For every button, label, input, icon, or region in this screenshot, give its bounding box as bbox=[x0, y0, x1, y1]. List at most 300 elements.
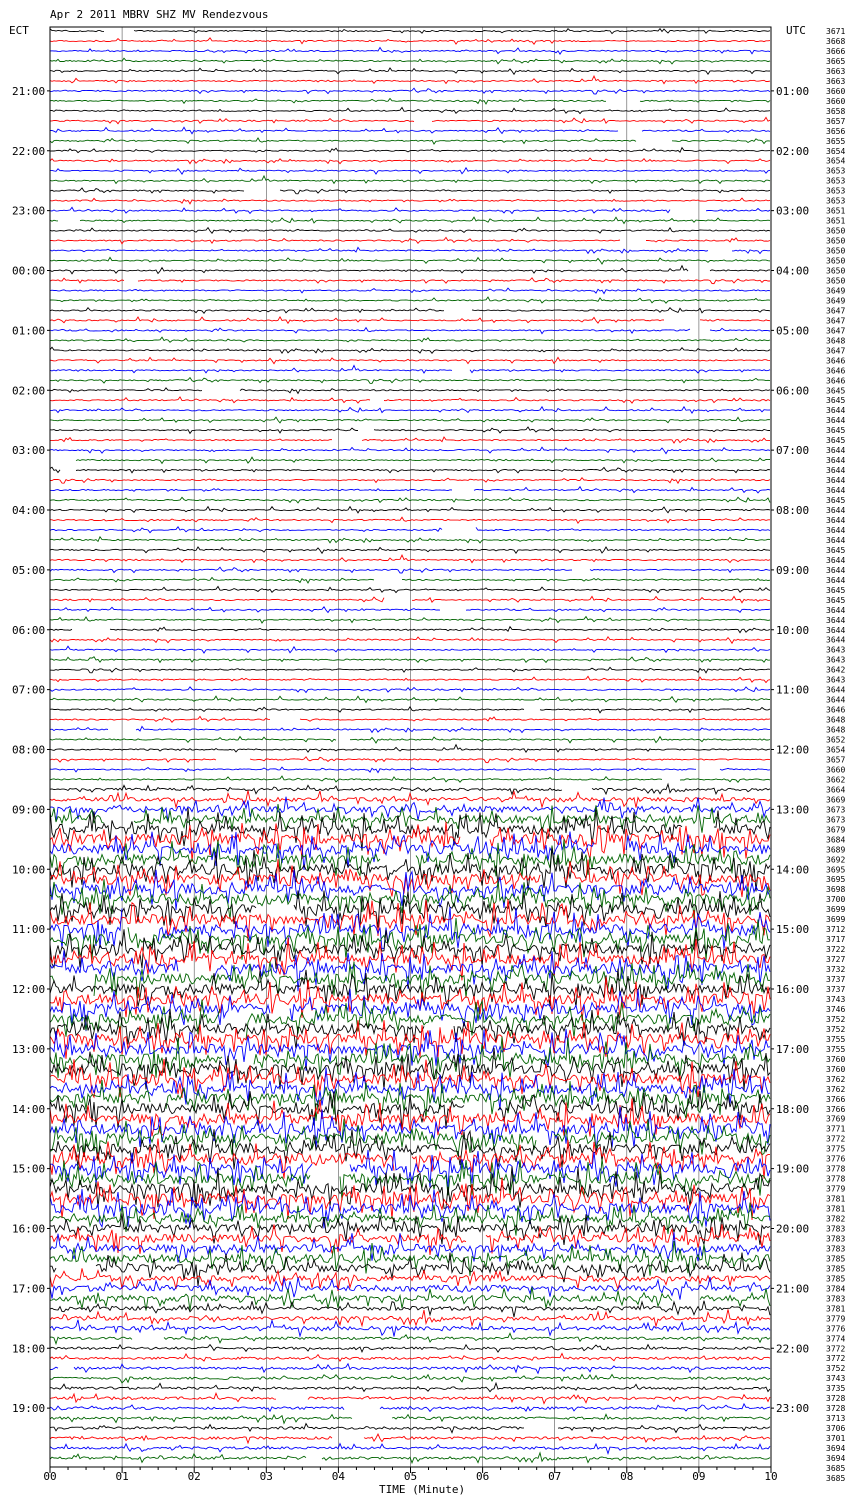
trace-count-label: 3774 bbox=[826, 1334, 846, 1344]
left-time-label: 00:00 bbox=[12, 264, 46, 278]
right-time-label: 18:00 bbox=[776, 1102, 810, 1116]
trace-count-label: 3743 bbox=[826, 994, 846, 1004]
trace-count-label: 3752 bbox=[826, 1364, 846, 1374]
trace-33 bbox=[50, 347, 770, 353]
trace-138 bbox=[50, 1393, 770, 1403]
trace-54 bbox=[50, 555, 770, 563]
right-time-label: 17:00 bbox=[776, 1042, 810, 1056]
trace-count-label: 3684 bbox=[826, 835, 846, 845]
left-time-label: 13:00 bbox=[12, 1042, 46, 1056]
right-time-label: 21:00 bbox=[776, 1282, 810, 1296]
trace-count-label: 3766 bbox=[826, 1104, 846, 1114]
trace-137 bbox=[50, 1383, 770, 1392]
trace-31 bbox=[50, 328, 770, 334]
trace-count-label: 3728 bbox=[826, 1404, 846, 1414]
trace-1 bbox=[50, 29, 770, 34]
trace-count-label: 3717 bbox=[826, 935, 846, 945]
trace-count-label: 3776 bbox=[826, 1154, 846, 1164]
trace-count-label: 3644 bbox=[826, 535, 846, 545]
trace-21 bbox=[50, 228, 770, 234]
trace-count-label: 3650 bbox=[826, 276, 846, 286]
trace-count-label: 3656 bbox=[826, 126, 846, 136]
trace-count-label: 3785 bbox=[826, 1274, 846, 1284]
trace-count-label: 3775 bbox=[826, 1144, 846, 1154]
trace-count-label: 3653 bbox=[826, 166, 846, 176]
trace-count-label: 3644 bbox=[826, 486, 846, 496]
trace-count-label: 3653 bbox=[826, 186, 846, 196]
left-time-label: 16:00 bbox=[12, 1222, 46, 1236]
right-time-label: 03:00 bbox=[776, 204, 810, 218]
trace-count-label: 3645 bbox=[826, 386, 846, 396]
trace-count-label: 3673 bbox=[826, 805, 846, 815]
trace-81 bbox=[50, 808, 770, 851]
trace-count-label: 3712 bbox=[826, 925, 846, 935]
trace-count-label: 3647 bbox=[826, 306, 846, 316]
trace-76 bbox=[50, 776, 770, 782]
trace-134 bbox=[50, 1354, 770, 1362]
trace-70 bbox=[50, 716, 770, 722]
left-time-label: 18:00 bbox=[12, 1342, 46, 1356]
right-time-label: 11:00 bbox=[776, 683, 810, 697]
trace-count-label: 3650 bbox=[826, 236, 846, 246]
trace-count-label: 3779 bbox=[826, 1184, 846, 1194]
trace-count-label: 3755 bbox=[826, 1044, 846, 1054]
trace-count-label: 3648 bbox=[826, 336, 846, 346]
trace-62 bbox=[50, 637, 770, 643]
trace-3 bbox=[50, 48, 770, 55]
trace-count-label: 3644 bbox=[826, 555, 846, 565]
trace-count-label: 3644 bbox=[826, 575, 846, 585]
trace-group bbox=[50, 29, 770, 1463]
trace-29 bbox=[50, 308, 770, 314]
trace-count-label: 3644 bbox=[826, 605, 846, 615]
trace-13 bbox=[50, 148, 770, 153]
trace-16 bbox=[50, 176, 770, 184]
trace-44 bbox=[76, 457, 770, 463]
trace-18 bbox=[50, 198, 770, 204]
x-tick-label: 04 bbox=[331, 1470, 346, 1483]
trace-count-label: 3695 bbox=[826, 865, 846, 875]
left-time-label: 22:00 bbox=[12, 144, 46, 158]
trace-count-label: 3699 bbox=[826, 915, 846, 925]
trace-53 bbox=[50, 547, 770, 553]
x-axis-label: TIME (Minute) bbox=[379, 1483, 466, 1496]
trace-30 bbox=[50, 317, 770, 323]
trace-50 bbox=[50, 517, 770, 523]
trace-count-label: 3743 bbox=[826, 1374, 846, 1384]
trace-24 bbox=[50, 257, 770, 264]
x-tick-labels bbox=[43, 1470, 777, 1483]
trace-count-label: 3771 bbox=[826, 1124, 846, 1134]
trace-count-label: 3668 bbox=[826, 36, 846, 46]
trace-count-label: 3772 bbox=[826, 1134, 846, 1144]
trace-count-label: 3646 bbox=[826, 376, 846, 386]
trace-57 bbox=[50, 587, 770, 593]
trace-38 bbox=[50, 397, 770, 403]
trace-32 bbox=[50, 337, 770, 342]
trace-140 bbox=[50, 1414, 770, 1423]
trace-count-label: 3752 bbox=[826, 1024, 846, 1034]
trace-143 bbox=[50, 1444, 770, 1454]
trace-127 bbox=[50, 1277, 770, 1300]
trace-52 bbox=[50, 537, 770, 543]
trace-count-label: 3642 bbox=[826, 665, 846, 675]
trace-69 bbox=[50, 707, 770, 713]
trace-count-label: 3784 bbox=[826, 1284, 846, 1294]
trace-125 bbox=[50, 1253, 770, 1287]
trace-67 bbox=[50, 687, 770, 693]
trace-count-label: 3666 bbox=[826, 46, 846, 56]
trace-22 bbox=[50, 237, 770, 243]
trace-count-label: 3700 bbox=[826, 895, 846, 905]
trace-count-label: 3645 bbox=[826, 436, 846, 446]
trace-count-label: 3722 bbox=[826, 945, 846, 955]
trace-count-label: 3713 bbox=[826, 1414, 846, 1424]
trace-39 bbox=[50, 407, 770, 413]
trace-131 bbox=[50, 1320, 770, 1337]
trace-count-label: 3695 bbox=[826, 875, 846, 885]
trace-15 bbox=[50, 168, 770, 174]
x-tick-label: 02 bbox=[187, 1470, 201, 1483]
trace-73 bbox=[50, 745, 770, 753]
trace-count-label: 3766 bbox=[826, 1094, 846, 1104]
trace-count-label: 3647 bbox=[826, 326, 846, 336]
right-axis-label: UTC bbox=[786, 24, 806, 37]
trace-count-label: 3673 bbox=[826, 815, 846, 825]
right-time-label: 10:00 bbox=[776, 623, 810, 637]
left-time-label: 09:00 bbox=[12, 803, 46, 817]
trace-count-label: 3647 bbox=[826, 316, 846, 326]
trace-45 bbox=[50, 467, 770, 473]
left-time-label: 06:00 bbox=[12, 623, 46, 637]
x-tick-label: 09 bbox=[692, 1470, 706, 1483]
trace-130 bbox=[50, 1309, 770, 1326]
trace-count-label: 3762 bbox=[826, 1074, 846, 1084]
trace-4 bbox=[50, 58, 770, 64]
right-time-label: 16:00 bbox=[776, 983, 810, 996]
trace-66 bbox=[50, 676, 770, 682]
left-time-label: 12:00 bbox=[12, 983, 46, 996]
trace-count-label: 3644 bbox=[826, 506, 846, 515]
left-time-label: 04:00 bbox=[12, 504, 46, 517]
trace-26 bbox=[50, 278, 770, 284]
left-time-label: 03:00 bbox=[12, 444, 46, 458]
trace-count-label: 3644 bbox=[826, 515, 846, 525]
trace-56 bbox=[50, 578, 770, 584]
trace-102 bbox=[50, 1020, 770, 1059]
trace-count-label: 3648 bbox=[826, 715, 846, 725]
trace-count-label: 3653 bbox=[826, 176, 846, 186]
trace-count-label: 3685 bbox=[826, 1464, 846, 1473]
trace-79 bbox=[50, 797, 770, 822]
trace-64 bbox=[50, 657, 770, 663]
trace-12 bbox=[50, 138, 770, 144]
trace-count-label: 3644 bbox=[826, 446, 846, 456]
trace-75 bbox=[50, 767, 770, 773]
trace-132 bbox=[50, 1333, 770, 1343]
trace-count-label: 3649 bbox=[826, 286, 846, 296]
trace-count-label: 3651 bbox=[826, 206, 846, 216]
left-time-label: 08:00 bbox=[12, 743, 46, 757]
trace-65 bbox=[50, 667, 770, 673]
trace-count-label: 3653 bbox=[826, 196, 846, 206]
trace-count-label: 3644 bbox=[826, 635, 846, 645]
trace-count-label: 3783 bbox=[826, 1224, 846, 1234]
trace-count-label: 3644 bbox=[826, 625, 846, 635]
chart-title: Apr 2 2011 MBRV SHZ MV Rendezvous bbox=[50, 8, 269, 21]
trace-51 bbox=[50, 527, 770, 533]
x-tick-label: 05 bbox=[403, 1470, 418, 1483]
right-time-label: 08:00 bbox=[776, 504, 810, 517]
left-time-label: 19:00 bbox=[12, 1402, 46, 1416]
trace-count-label: 3646 bbox=[826, 356, 846, 366]
trace-count-label: 3772 bbox=[826, 1354, 846, 1364]
trace-count-label: 3660 bbox=[826, 86, 846, 96]
trace-count-label: 3645 bbox=[826, 595, 846, 605]
trace-count-label: 3643 bbox=[826, 655, 846, 665]
trace-count-label: 3654 bbox=[826, 156, 846, 166]
trace-10 bbox=[50, 117, 770, 123]
trace-count-label: 3660 bbox=[826, 96, 846, 106]
right-time-label: 01:00 bbox=[776, 84, 810, 98]
left-time-label: 01:00 bbox=[12, 324, 46, 338]
trace-count-label: 3644 bbox=[826, 695, 846, 705]
trace-6 bbox=[50, 76, 770, 84]
trace-count-label: 3647 bbox=[826, 346, 846, 356]
x-tick-label: 00 bbox=[43, 1470, 57, 1483]
trace-135 bbox=[50, 1364, 770, 1374]
trace-count-label: 3760 bbox=[826, 1064, 846, 1074]
trace-28 bbox=[50, 297, 770, 303]
trace-20 bbox=[50, 217, 770, 223]
x-tick-label: 01 bbox=[115, 1470, 129, 1483]
trace-116 bbox=[50, 1159, 770, 1201]
trace-count-label: 3655 bbox=[826, 136, 846, 146]
trace-58 bbox=[50, 596, 770, 602]
x-tick-label: 08 bbox=[620, 1470, 634, 1483]
trace-count-label: 3644 bbox=[826, 416, 846, 426]
left-time-label: 10:00 bbox=[12, 863, 46, 877]
trace-19 bbox=[50, 207, 770, 213]
trace-11 bbox=[50, 127, 770, 133]
trace-count-label: 3679 bbox=[826, 825, 846, 835]
trace-23 bbox=[50, 247, 770, 253]
trace-count-label: 3654 bbox=[826, 146, 846, 156]
trace-count-label: 3645 bbox=[826, 426, 846, 436]
trace-count-label: 3645 bbox=[826, 496, 846, 506]
trace-count-label: 3643 bbox=[826, 675, 846, 685]
trace-17 bbox=[50, 188, 770, 194]
trace-count-label: 3769 bbox=[826, 1114, 846, 1124]
trace-41 bbox=[50, 427, 770, 433]
trace-count-label: 3645 bbox=[826, 585, 846, 595]
right-time-label: 19:00 bbox=[776, 1162, 810, 1176]
left-time-label: 21:00 bbox=[12, 84, 46, 98]
trace-36 bbox=[50, 378, 770, 384]
trace-35 bbox=[50, 366, 770, 374]
left-time-label: 17:00 bbox=[12, 1282, 46, 1296]
trace-37 bbox=[50, 388, 770, 394]
right-time-label: 04:00 bbox=[776, 264, 810, 278]
trace-count-label: 3644 bbox=[826, 456, 846, 466]
trace-count-label: 3760 bbox=[826, 1054, 846, 1064]
right-time-label: 14:00 bbox=[776, 863, 810, 877]
trace-113 bbox=[50, 1129, 770, 1169]
trace-46 bbox=[50, 478, 770, 484]
trace-count-label: 3646 bbox=[826, 366, 846, 376]
trace-count-label: 3645 bbox=[826, 396, 846, 406]
trace-count-label: 3776 bbox=[826, 1324, 846, 1334]
trace-61 bbox=[50, 627, 770, 633]
trace-34 bbox=[50, 357, 770, 363]
trace-count-label: 3644 bbox=[826, 476, 846, 486]
trace-count-label: 3669 bbox=[826, 795, 846, 805]
trace-55 bbox=[50, 567, 770, 573]
trace-25 bbox=[50, 266, 770, 274]
trace-count-label: 3782 bbox=[826, 1214, 846, 1224]
trace-78 bbox=[50, 791, 770, 808]
trace-count-label: 3644 bbox=[826, 615, 846, 625]
trace-count-label: 3651 bbox=[826, 216, 846, 226]
trace-count-label: 3778 bbox=[826, 1164, 846, 1174]
trace-43 bbox=[50, 447, 770, 453]
trace-74 bbox=[50, 757, 770, 763]
trace-count-label: 3644 bbox=[826, 406, 846, 416]
trace-count-label: 3650 bbox=[826, 256, 846, 266]
trace-47 bbox=[50, 487, 770, 493]
trace-count-label: 3649 bbox=[826, 296, 846, 306]
trace-133 bbox=[50, 1345, 770, 1353]
x-tick-label: 07 bbox=[548, 1470, 562, 1483]
trace-14 bbox=[50, 158, 770, 164]
trace-count-labels bbox=[826, 27, 845, 1483]
trace-count-label: 3755 bbox=[826, 1034, 846, 1044]
trace-42 bbox=[50, 437, 770, 443]
trace-count-label: 3646 bbox=[826, 705, 846, 715]
trace-count-label: 3785 bbox=[826, 1264, 846, 1274]
trace-136 bbox=[50, 1375, 770, 1383]
trace-48 bbox=[50, 497, 770, 503]
trace-49 bbox=[50, 507, 770, 513]
right-time-label: 05:00 bbox=[776, 324, 810, 338]
trace-count-label: 3783 bbox=[826, 1244, 846, 1254]
trace-count-label: 3752 bbox=[826, 1014, 846, 1024]
trace-count-label: 3781 bbox=[826, 1304, 846, 1314]
right-time-label: 07:00 bbox=[776, 444, 810, 458]
left-time-label: 07:00 bbox=[12, 683, 46, 697]
x-tick-label: 06 bbox=[475, 1470, 490, 1483]
trace-count-label: 3785 bbox=[826, 1254, 846, 1264]
trace-count-label: 3657 bbox=[826, 755, 846, 765]
right-time-label: 12:00 bbox=[776, 743, 810, 757]
trace-count-label: 3671 bbox=[826, 27, 846, 36]
trace-count-label: 3783 bbox=[826, 1234, 846, 1244]
left-time-label: 15:00 bbox=[12, 1162, 46, 1176]
left-time-label: 11:00 bbox=[12, 923, 46, 937]
trace-7 bbox=[50, 88, 770, 94]
trace-63 bbox=[50, 646, 770, 653]
trace-count-label: 3663 bbox=[826, 66, 846, 76]
trace-count-label: 3779 bbox=[826, 1314, 846, 1324]
right-time-label: 22:00 bbox=[776, 1342, 810, 1356]
trace-count-label: 3650 bbox=[826, 266, 846, 276]
x-tick-label: 10 bbox=[764, 1470, 778, 1483]
trace-count-label: 3746 bbox=[826, 1004, 846, 1014]
trace-27 bbox=[50, 288, 770, 294]
trace-count-label: 3644 bbox=[826, 565, 846, 575]
right-time-label: 20:00 bbox=[776, 1222, 810, 1236]
trace-count-label: 3737 bbox=[826, 985, 846, 994]
trace-count-label: 3644 bbox=[826, 685, 846, 695]
trace-count-label: 3648 bbox=[826, 725, 846, 735]
trace-129 bbox=[50, 1301, 770, 1317]
trace-count-label: 3644 bbox=[826, 466, 846, 476]
trace-count-label: 3664 bbox=[826, 785, 846, 795]
x-tick-label: 03 bbox=[259, 1470, 273, 1483]
trace-count-label: 3762 bbox=[826, 1084, 846, 1094]
trace-count-label: 3694 bbox=[826, 1454, 846, 1464]
trace-count-label: 3652 bbox=[826, 735, 846, 745]
trace-8 bbox=[50, 99, 770, 105]
trace-count-label: 3727 bbox=[826, 955, 846, 965]
trace-144 bbox=[50, 1453, 770, 1463]
trace-count-label: 3650 bbox=[826, 226, 846, 236]
trace-count-label: 3689 bbox=[826, 845, 846, 855]
left-time-label: 02:00 bbox=[12, 384, 46, 398]
left-time-label: 14:00 bbox=[12, 1102, 46, 1116]
right-time-label: 02:00 bbox=[776, 144, 810, 158]
trace-count-label: 3663 bbox=[826, 76, 846, 86]
right-time-label: 09:00 bbox=[776, 563, 810, 577]
right-time-labels bbox=[771, 85, 809, 1415]
trace-count-label: 3660 bbox=[826, 765, 846, 775]
trace-count-label: 3650 bbox=[826, 246, 846, 256]
right-time-label: 23:00 bbox=[776, 1402, 810, 1416]
trace-count-label: 3685 bbox=[826, 1473, 846, 1483]
trace-72 bbox=[50, 737, 770, 743]
trace-109 bbox=[50, 1091, 770, 1129]
left-time-labels bbox=[12, 85, 50, 1415]
trace-71 bbox=[50, 726, 770, 732]
trace-count-label: 3657 bbox=[826, 116, 846, 126]
trace-count-label: 3781 bbox=[826, 1194, 846, 1204]
trace-count-label: 3778 bbox=[826, 1174, 846, 1184]
trace-9 bbox=[50, 108, 770, 114]
trace-count-label: 3658 bbox=[826, 106, 846, 116]
trace-count-label: 3694 bbox=[826, 1444, 846, 1454]
left-axis-label: ECT bbox=[9, 24, 29, 37]
trace-count-label: 3732 bbox=[826, 965, 846, 975]
trace-40 bbox=[50, 417, 770, 423]
trace-count-label: 3643 bbox=[826, 645, 846, 655]
trace-count-label: 3706 bbox=[826, 1424, 846, 1434]
trace-141 bbox=[50, 1424, 770, 1433]
left-time-label: 23:00 bbox=[12, 204, 46, 218]
trace-count-label: 3644 bbox=[826, 525, 846, 535]
trace-count-label: 3654 bbox=[826, 745, 846, 755]
trace-142 bbox=[50, 1434, 770, 1443]
left-time-label: 05:00 bbox=[12, 563, 46, 577]
trace-count-label: 3665 bbox=[826, 56, 846, 66]
trace-count-label: 3662 bbox=[826, 775, 846, 785]
trace-count-label: 3692 bbox=[826, 855, 846, 865]
trace-count-label: 3737 bbox=[826, 975, 846, 985]
trace-60 bbox=[50, 617, 770, 623]
trace-count-label: 3735 bbox=[826, 1384, 846, 1394]
trace-count-label: 3783 bbox=[826, 1294, 846, 1304]
trace-139 bbox=[50, 1404, 770, 1412]
trace-count-label: 3645 bbox=[826, 545, 846, 555]
